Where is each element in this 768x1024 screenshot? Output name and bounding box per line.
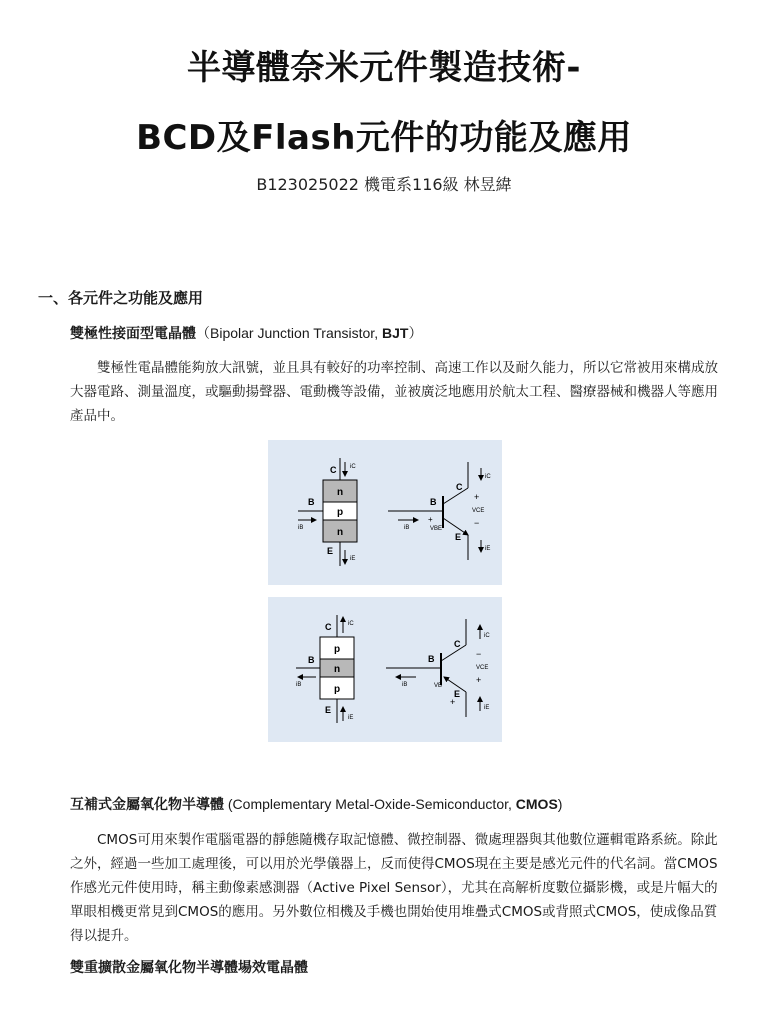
npn-diagram xyxy=(268,440,502,585)
pnp-layer2-label: n xyxy=(333,664,341,675)
npn-ic-label-left: iC xyxy=(350,464,356,470)
cmos-heading-en-pre: (Complementary Metal-Oxide-Semiconductor, xyxy=(224,796,516,812)
bjt-paragraph: 雙極性電晶體能夠放大訊號，並且具有較好的功率控制、高速工作以及耐久能力，所以它常被用來構成放大器電路、測量溫度，或驅動揚聲器、電動機等設備，並被廣泛地應用於航太工程、醫療器械和機器人等應用產品中。 xyxy=(70,360,718,424)
npn-vbe-plus: + xyxy=(428,515,433,524)
npn-ie-label-left: iE xyxy=(350,556,356,562)
npn-e-label-left: E xyxy=(327,546,334,556)
bjt-heading-abbr: BJT xyxy=(381,325,409,341)
pnp-ic-label-left: iC xyxy=(348,621,354,627)
cmos-heading-cn: 互補式金屬氧化物半導體 xyxy=(70,797,224,813)
pnp-vce-minus: − xyxy=(476,649,482,659)
npn-b-label-right: B xyxy=(430,497,437,507)
npn-transistor-figure xyxy=(268,440,502,585)
author-line: B123025022 機電系116級 林昱緯 xyxy=(256,175,512,194)
pnp-ie-label-right: iE xyxy=(484,705,490,711)
bjt-heading-en-pre: （Bipolar Junction Transistor, xyxy=(196,325,382,341)
npn-ic-label-right: iC xyxy=(485,474,491,480)
npn-layer2-label: p xyxy=(336,507,344,518)
cmos-paragraph: CMOS可用來製作電腦電器的靜態隨機存取記憶體、微控制器、微處理器與其他數位邏輯電路系統。除此之外，經過一些加工處理後，可以用於光學儀器上，反而使得CMOS現在主要是感光元件的代名詞。當CMOS作感光元件使用時，稱主動像素感測器（Active Pixel Sensor），尤其在高解析度數位攝影機，或是片幅大的單眼相機更常見到CMOS的應用。另外數位相機及手機也開始使用堆疊式CMOS或背照式CMOS，使成像品質得以提升。 xyxy=(70,832,718,944)
dmos-heading-cn: 雙重擴散金屬氧化物半導體場效電晶體 xyxy=(70,960,308,976)
document-title-line2: BCD及Flash元件的功能及應用 xyxy=(136,118,632,158)
pnp-c-label-left: C xyxy=(325,622,332,632)
pnp-vce-label: VCE xyxy=(476,665,489,671)
section1-heading: 一、各元件之功能及應用 xyxy=(38,289,204,307)
npn-layer1-label: n xyxy=(336,487,344,498)
pnp-ie-label-left: iE xyxy=(348,715,354,721)
pnp-b-label-left: B xyxy=(308,655,315,665)
npn-c-label-left: C xyxy=(330,465,337,475)
pnp-e-label-right: E xyxy=(454,689,461,699)
npn-ib-label-left: iB xyxy=(298,525,304,531)
npn-ib-label-right: iB xyxy=(404,525,410,531)
pnp-ib-label-left: iB xyxy=(296,682,302,688)
pnp-e-label-left: E xyxy=(325,705,332,715)
npn-c-label-right: C xyxy=(456,482,463,492)
pnp-vce-plus: + xyxy=(476,675,482,685)
pnp-ib-label-right: iB xyxy=(402,682,408,688)
pnp-layer1-label: p xyxy=(333,644,341,655)
npn-ie-label-right: iE xyxy=(485,546,491,552)
document-title-line1: 半導體奈米元件製造技術- xyxy=(186,48,582,88)
npn-layer3-label: n xyxy=(336,527,344,538)
npn-vce-plus: + xyxy=(474,492,480,502)
pnp-diagram xyxy=(268,597,502,742)
bjt-heading-cn: 雙極性接面型電晶體 xyxy=(70,326,196,342)
npn-vbe-label: VBE xyxy=(430,526,443,532)
cmos-heading-abbr: CMOS xyxy=(515,796,558,812)
npn-vce-minus: − xyxy=(474,518,480,528)
npn-vce-label: VCE xyxy=(472,508,485,514)
cmos-heading-en-post: ) xyxy=(557,796,563,812)
npn-b-label-left: B xyxy=(308,497,315,507)
pnp-ic-label-right: iC xyxy=(484,633,490,639)
pnp-b-label-right: B xyxy=(428,654,435,664)
pnp-layer3-label: p xyxy=(333,684,341,695)
pnp-c-label-right: C xyxy=(454,639,461,649)
npn-e-label-right: E xyxy=(455,532,462,542)
dmos-heading xyxy=(70,957,308,977)
bjt-heading-en-post: ） xyxy=(408,325,423,341)
pnp-transistor-figure xyxy=(268,597,502,742)
cmos-heading xyxy=(70,794,562,814)
pnp-vbe-plus: + xyxy=(450,697,456,707)
pnp-vbe-label: VB xyxy=(434,683,443,689)
bjt-heading xyxy=(70,323,422,343)
